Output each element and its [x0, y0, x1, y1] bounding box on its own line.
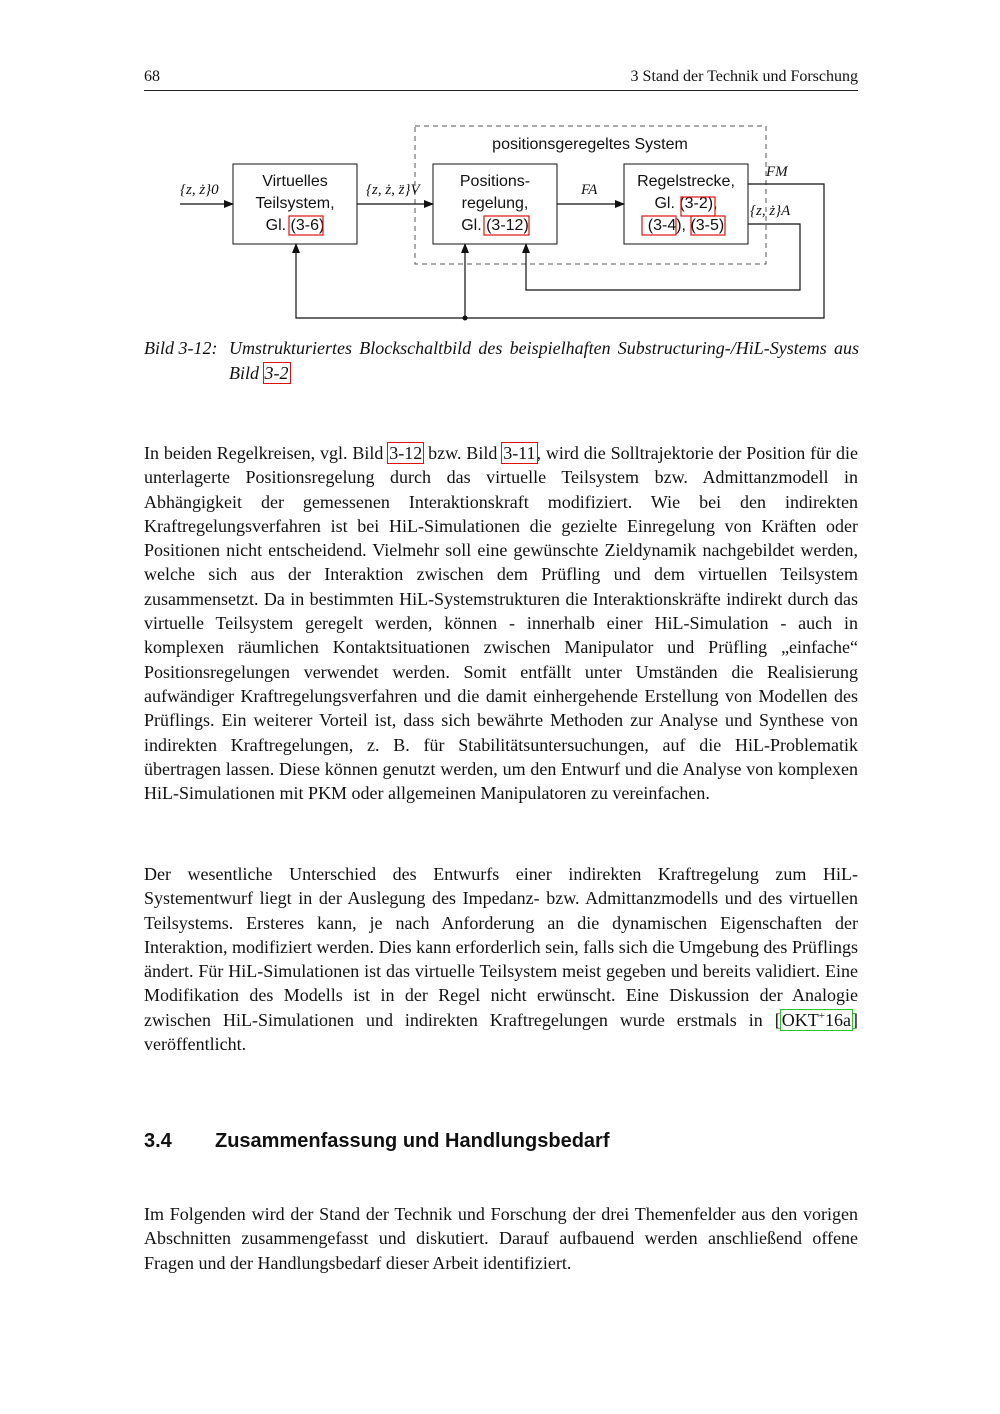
chapter-title: 3 Stand der Technik und Forschung [630, 68, 858, 85]
citation-link[interactable] [781, 1010, 852, 1030]
caption-text [229, 336, 859, 386]
position-block-line2: regelung, [461, 195, 529, 212]
frame-label: positionsgeregeltes System [492, 136, 688, 153]
p2-text-b: veröffentlicht. [144, 1034, 247, 1055]
citation-tail: 16a [825, 1009, 851, 1030]
caption-figure-ref[interactable]: 3-2 [264, 363, 289, 383]
p1-text-b: bzw. Bild [423, 443, 503, 463]
citation-sup: + [818, 1009, 825, 1022]
body-paragraph-2: Der wesentliche Unterschied des Entwurfs einer indirekten Kraftregelung zum HiL-Systementwurf liegt in der Auslegung des Impedanz- bzw. Admittanzmodells und des virtuellen Teilsystems. Ersteres kann, je nach Anforderung an die dynamischen Eigenschaften der Interaktion, modifiziert werden. Dies kann erforderlich sein, falls sich die Umgebung des Prüflings ändert. Für HiL-Simulationen ist das virtuelle Teilsystem meist gegeben und bereits validiert. Eine Modifikation des Modells ist in der Regel nicht erwünscht. Eine Diskussion der Analogie zwischen HiL-Simulationen und indirekten Kraftregelungen wurde erstmals in [OKT+16a] veröffentlicht. [144, 864, 858, 1055]
position-block-line1: Positions- [459, 173, 531, 190]
block-diagram [170, 120, 840, 330]
body-paragraph-3: Im Folgenden wird der Stand der Technik und Forschung der drei Themenfelder aus den vorigen Abschnitten zusammengefasst und diskutiert. Darauf aufbauend werden anschließend offene Fragen und der Handlungsbedarf dieser Arbeit identifiziert. [144, 1204, 858, 1273]
p1-text-a: In beiden Regelkreisen, vgl. Bild [144, 443, 389, 463]
section-title: Zusammenfassung und Handlungsbedarf [215, 1130, 610, 1152]
force-m-label: FM [766, 164, 788, 180]
section-number: 3.4 [144, 1130, 172, 1152]
branch-point [463, 316, 468, 321]
plant-block-line2: Gl. (3-2), [654, 195, 718, 212]
force-a-label: FA [581, 182, 598, 198]
plant-block-line3: (3-4), (3-5) [647, 217, 725, 234]
virtual-output-label: {z, ż, z̈}V [366, 182, 420, 198]
plant-output-label: {z, ż}A [750, 203, 791, 219]
caption-body: Umstrukturiertes Blockschaltbild des beispielhaften Substructuring-/HiL-Systems aus Bild [229, 338, 859, 383]
virtual-block-line3: Gl. (3-6) [265, 217, 325, 234]
page-number: 68 [144, 68, 160, 85]
plant-block-line1: Regelstrecke, [637, 173, 735, 190]
citation-main: OKT [781, 1009, 819, 1030]
p1-figure-ref-3-12[interactable]: 3-12 [389, 443, 423, 463]
caption-label: Bild 3-12: [144, 338, 218, 358]
block-diagram-figure [170, 120, 840, 330]
input-signal-label: {z, ż}0 [180, 182, 219, 198]
p1-text-c: , wird die Solltrajektorie der Position für die unterlagerte Positionsregelung durch das virtuelle Teilsystem bzw. Admittanzmodell in Abhängigkeit der gemessenen Interaktionskraft modifiziert. Wie bei den indirekten Kraftregelungsverfahren ist bei HiL-Simulationen die gezielte Einregelung von Kräften oder Positionen nicht entscheidend. Vielmehr soll eine gewünschte Zieldynamik nachgebildet werden, welche sich aus der Interaktion zwischen dem Prüfling und dem virtuellen Teilsystem zusammensetzt. Da in bestimmten HiL-Systemstrukturen die Interaktionskräfte indirekt durch das virtuelle Teilsystem geregelt werden, können - innerhalb einer HiL-Simulation - auch in komplexen räumlichen Kontaktsituationen zwischen Manipulator und Prüfling „einfache“ Positionsregelungen verwendet werden. Somit entfällt unter Umständen die Realisierung aufwändiger Kraftregelungsverfahren und die damit einhergehende Erstellung von Modellen des Prüflings. Ein weiterer Vorteil ist, dass sich bewährte Methoden zur Analyse und Synthese von indirekten Kraftregelungen, z. B. für Stabilitätsuntersuchungen, auf die HiL-Problematik übertragen lassen. Diese können genutzt werden, um den Entwurf und die Analyse von komplexen HiL-Simulationen mit PKM oder allgemeinen Manipulatoren zu vereinfachen. [144, 443, 858, 804]
p1-figure-ref-3-11[interactable]: 3-11 [503, 443, 536, 463]
virtual-block-line2: Teilsystem, [255, 195, 335, 212]
virtual-block-line1: Virtuelles [262, 173, 328, 190]
body-paragraph-1 [144, 441, 858, 805]
position-block-line3: Gl. (3-12) [461, 217, 529, 234]
running-header [144, 66, 858, 91]
p2-text-a: Der wesentliche Unterschied des Entwurfs einer indirekten Kraftregelung zum HiL-Systementwurf liegt in der Auslegung des Impedanz- bzw. Admittanzmodells und des virtuellen Teilsystems. Ersteres kann, je nach Anforderung an die dynamischen Eigenschaften der Interaktion, modifiziert werden. Dies kann erforderlich sein, falls sich die Umgebung des Prüflings ändert. Für HiL-Simulationen ist das virtuelle Teilsystem meist gegeben und bereits validiert. Eine Modifikation des Modells ist in der Regel nicht erwünscht. Eine Diskussion der Analogie zwischen HiL-Simulationen und indirekten Kraftregelungen wurde erstmals in [144, 864, 858, 1030]
